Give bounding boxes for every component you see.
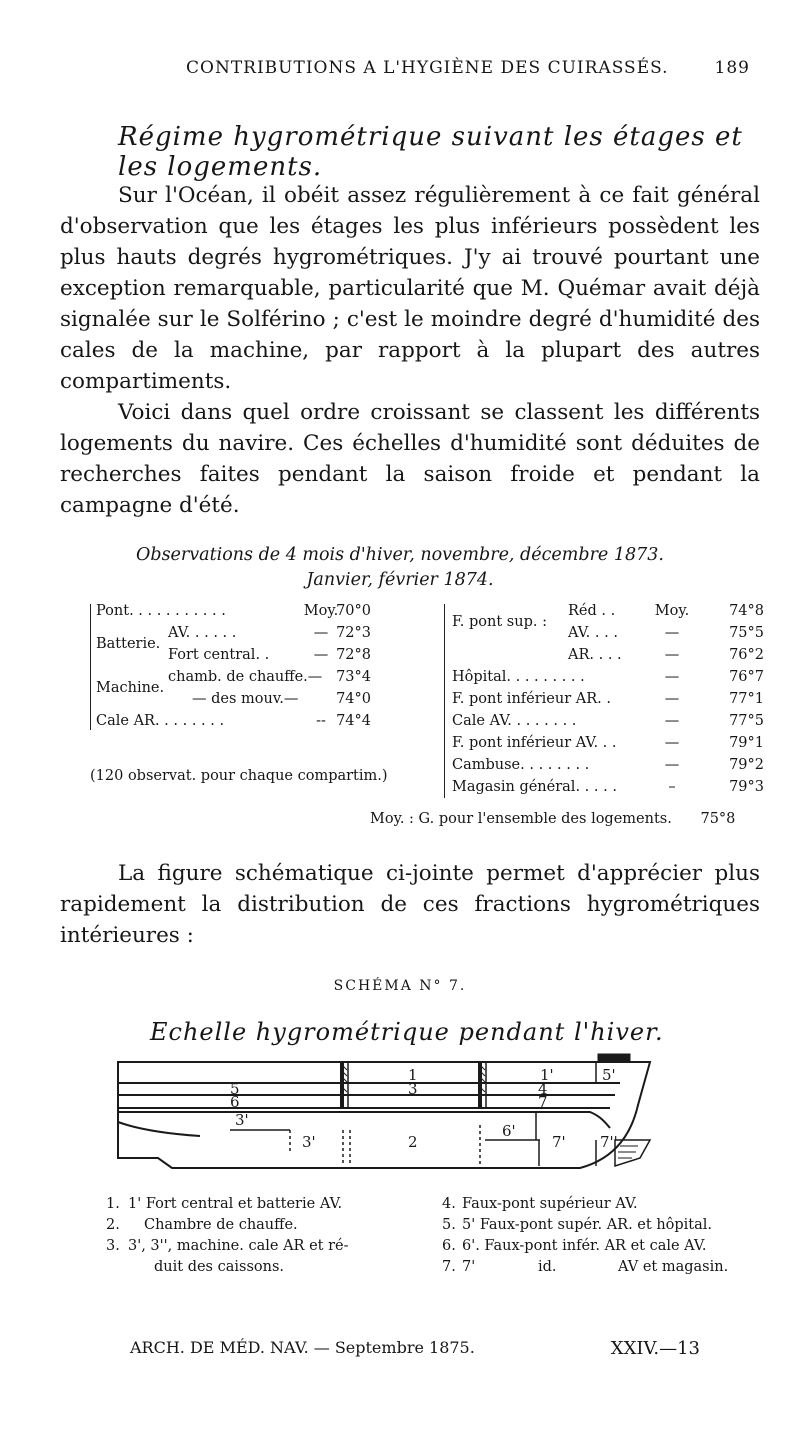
legend-item: 6. 6'. Faux-pont infér. AR et cale AV. [442,1238,707,1254]
table-row: Batterie. AV. . . . . . — 72°3 [96,625,371,652]
page-number: 189 [714,58,750,78]
schema-legend-right [442,1194,772,1278]
observations-note: (120 observat. pour chaque compartim.) [90,768,388,784]
overall-average-value: 75°8 [700,811,736,827]
zone-label: 3 [408,1080,418,1098]
table-row: F. pont sup. : Réd . . Moy. 74°8 [452,603,764,630]
footer-signature: XXIV.—13 [610,1338,700,1359]
table-row: Pont. . . . . . . . . . . Moy. 70°0 [96,603,371,619]
table-row: F. pont inférieur AV. . . — 79°1 [452,735,764,751]
legend-item: 7. 7' id. AV et magasin. [442,1259,729,1275]
observations-caption-dates: Janvier, février 1874. [306,570,494,590]
table-brace [444,604,445,798]
zone-label: 3' [235,1111,249,1129]
table-row: Fort central. . — 72°8 [168,647,371,663]
paragraph-3: La figure schématique ci-jointe permet d'apprécier plus rapidement la distribution de ces fractions hygrométriques intérieures : [60,861,760,948]
body-text [60,180,760,521]
paragraph-1: Sur l'Océan, il obéit assez régulièrement à ce fait général d'observation que les étages les plus inférieurs possèdent les plus hauts degrés hygrométriques. J'y ai trouvé pourtant une exception remarquable, particularité que M. Quémar avait déjà signalée sur le Solférino ; c'est le moindre degré d'humidité des cales de la machine, par rapport à la plupart des autres compartiments. [60,183,760,394]
zone-label: 1 [408,1066,418,1084]
zone-label: 1' [540,1066,554,1084]
zone-label: 6' [502,1122,516,1140]
legend-item: 4. Faux-pont supérieur AV. [442,1196,638,1212]
zone-label: 7' [552,1133,566,1151]
zone-label: 6 [230,1093,240,1111]
table-row: Magasin général. . . . . – 79°3 [452,779,764,795]
overall-average-label: Moy. : G. pour l'ensemble des logements. [370,811,672,827]
section-title: Régime hygrométrique suivant les étages et les logements. [118,122,743,182]
zone-label: 7'' [600,1133,618,1151]
hull-outline [118,1062,650,1168]
observations-table-left [96,600,396,732]
zone-label: 5 [230,1080,240,1098]
table-row: Hôpital. . . . . . . . . — 76°7 [452,669,764,685]
legend-item: duit des caissons. [154,1259,285,1275]
table-row: Cale AR. . . . . . . . -- 74°4 [96,713,371,729]
observations-table-right [452,600,772,798]
schema-title: SCHÉMA N° 7. [333,978,467,994]
table-row: Cambuse. . . . . . . . — 79°2 [452,757,764,773]
legend-item: 5. 5' Faux-pont supér. AR. et hôpital. [442,1217,713,1233]
running-title: CONTRIBUTIONS A L'HYGIÈNE DES CUIRASSÉS. [186,58,669,78]
table-brace [90,604,91,730]
zone-label: 2 [408,1133,418,1151]
table-row: AV. . . . — 75°5 [568,625,764,641]
bow-hatch [598,1054,630,1062]
overall-average [370,808,735,830]
table-row: Machine. chamb. de chauffe.— 73°4 [96,669,371,696]
zone-label: 5' [602,1066,616,1084]
schema-legend-left [106,1194,426,1278]
observations-caption: Observations de 4 mois d'hiver, novembre, décembre 1873. [136,545,664,565]
figure-text [60,858,760,951]
legend-item: 1. 1' Fort central et batterie AV. [106,1196,343,1212]
schema-subtitle: Echelle hygrométrique pendant l'hiver. [150,1018,664,1046]
table-row: Cale AV. . . . . . . . — 77°5 [452,713,764,729]
ship-schematic [110,1050,670,1180]
hold-curve-left [118,1122,200,1136]
zone-label: 4 [538,1080,548,1098]
paragraph-2: Voici dans quel ordre croissant se classent les différents logements du navire. Ces échelles d'humidité sont déduites de recherches faites pendant la saison froide et pendant la campagne d'été. [60,400,760,518]
table-row: — des mouv.— 74°0 [192,691,371,707]
table-row: F. pont inférieur AR. . — 77°1 [452,691,764,707]
zone-label: 7 [538,1093,548,1111]
footer-source: ARCH. DE MÉD. NAV. — Septembre 1875. [130,1338,475,1357]
table-row: AR. . . . — 76°2 [568,647,764,663]
zone-label: 3' [302,1133,316,1151]
legend-item: 3. 3', 3'', machine. cale AR et ré- [106,1238,349,1254]
legend-item: 2. Chambre de chauffe. [106,1217,298,1233]
